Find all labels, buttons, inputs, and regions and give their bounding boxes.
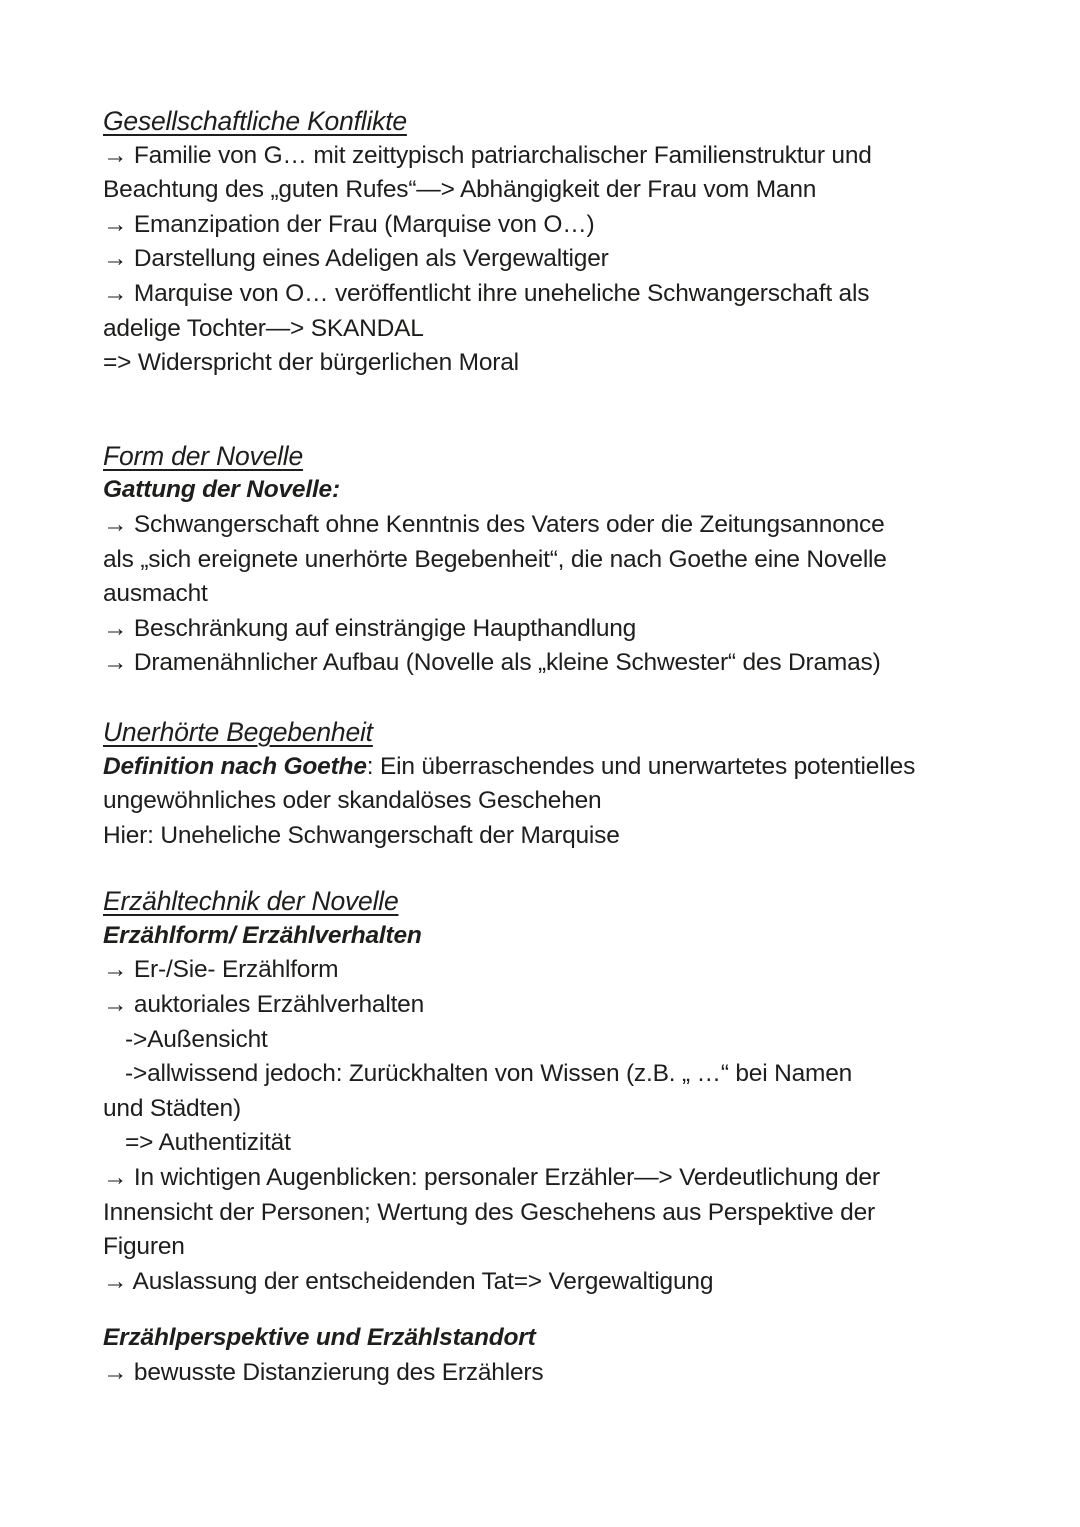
section-erzaehlperspektive xyxy=(103,1321,1020,1390)
section-erzaehltechnik xyxy=(103,884,1020,1299)
text-line: Hier: Uneheliche Schwangerschaft der Marquise xyxy=(103,821,620,849)
text-line: → auktoriales Erzählverhalten xyxy=(103,991,425,1019)
text-line: → Dramenähnlicher Aufbau (Novelle als „kleine Schwester“ des Dramas) xyxy=(103,649,881,677)
text-line: ->allwissend jedoch: Zurückhalten von Wissen (z.B. „ …“ bei Namen xyxy=(125,1060,853,1088)
text-line: Innensicht der Personen; Wertung des Geschehens aus Perspektive der xyxy=(103,1198,875,1226)
text-line: → bewusste Distanzierung des Erzählers xyxy=(103,1359,544,1386)
text-line: → Emanzipation der Frau (Marquise von O…) xyxy=(103,210,595,238)
text-line: → Darstellung eines Adeligen als Vergewaltiger xyxy=(103,245,609,273)
section-form-der-novelle xyxy=(103,439,1020,681)
text-line: → Marquise von O… veröffentlicht ihre uneheliche Schwangerschaft als xyxy=(103,279,870,307)
text-line: adelige Tochter—> SKANDAL xyxy=(103,314,424,342)
text-line: und Städten) xyxy=(103,1094,241,1122)
text-line: → Beschränkung auf einsträngige Haupthandlung xyxy=(103,614,637,642)
section-heading: Unerhörte Begebenheit xyxy=(103,716,373,747)
section-gesellschaftliche-konflikte xyxy=(103,104,1020,381)
text-line: als „sich ereignete unerhörte Begebenheit“, die nach Goethe eine Novelle xyxy=(103,545,887,573)
section-subheading: Gattung der Novelle: xyxy=(103,476,340,504)
text-line: => Authentizität xyxy=(125,1129,291,1157)
section-subheading: Erzählperspektive und Erzählstandort xyxy=(103,1324,536,1352)
definition-term: Definition nach Goethe xyxy=(103,752,367,780)
definition-text: : Ein überraschendes und unerwartetes potentielles xyxy=(366,752,916,780)
text-line: Beachtung des „guten Rufes“—> Abhängigkeit der Frau vom Mann xyxy=(103,176,817,204)
text-line: → Er-/Sie- Erzählform xyxy=(103,956,339,984)
section-unerhoerte-begebenheit xyxy=(103,715,1020,853)
text-line: => Widerspricht der bürgerlichen Moral xyxy=(103,349,519,377)
section-heading: Gesellschaftliche Konflikte xyxy=(103,106,407,136)
text-line: → Familie von G… mit zeittypisch patriarchalischer Familienstruktur und xyxy=(103,141,872,169)
text-line: → Schwangerschaft ohne Kenntnis des Vaters oder die Zeitungsannonce xyxy=(103,510,885,538)
text-line: → Auslassung der entscheidenden Tat=> Vergewaltigung xyxy=(103,1267,714,1295)
section-heading: Erzähltechnik der Novelle xyxy=(103,886,399,917)
section-subheading: Erzählform/ Erzählverhalten xyxy=(103,921,422,949)
definition-line xyxy=(103,750,1020,785)
text-line: ungewöhnliches oder skandalöses Geschehen xyxy=(103,787,602,815)
text-line: ->Außensicht xyxy=(125,1025,268,1053)
text-line: Figuren xyxy=(103,1233,185,1261)
text-line: ausmacht xyxy=(103,580,208,608)
text-line: → In wichtigen Augenblicken: personaler Erzähler—> Verdeutlichung der xyxy=(103,1164,880,1192)
section-heading: Form der Novelle xyxy=(103,440,304,471)
